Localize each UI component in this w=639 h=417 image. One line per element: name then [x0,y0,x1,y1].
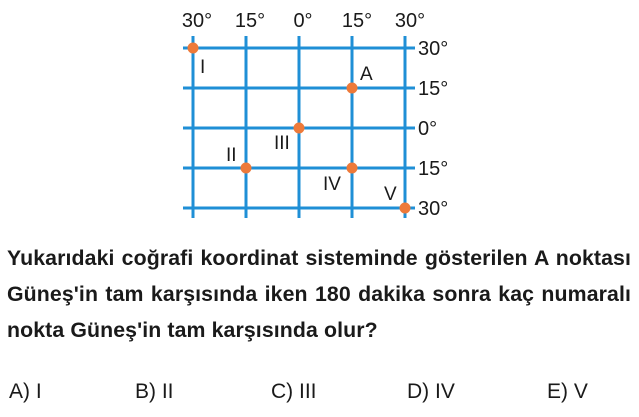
point-label-V: V [384,184,397,205]
top-label-1: 30° [181,10,213,32]
option-a[interactable]: A) I [9,380,42,403]
answer-options [0,372,639,412]
question-text: Yukarıdaki coğrafi koordinat sisteminde gösterilen A noktası Güneş'in tam karşısında iken 180 dakika sonra kaç numaralı nokta Güneş'in tam karşısında olur? [7,246,631,342]
option-b[interactable]: B) II [135,380,174,403]
point-marker-III [294,123,305,134]
top-label-5: 30° [394,10,426,32]
point-marker-I [188,43,199,54]
point-marker-A [347,83,358,94]
point-label-A: A [360,64,373,85]
point-marker-V [400,203,411,214]
right-label-1: 30° [418,38,449,60]
top-label-4: 15° [341,10,373,32]
top-label-2: 15° [234,10,266,32]
point-label-I: I [200,57,206,78]
point-marker-IV [347,163,358,174]
option-c[interactable]: C) III [271,380,317,403]
right-label-2: 15° [418,78,449,100]
point-marker-II [241,163,252,174]
point-label-III: III [274,133,290,154]
right-latitude-labels [418,38,448,220]
point-label-IV: IV [323,174,341,195]
option-d[interactable]: D) IV [407,380,455,403]
top-longitude-labels [182,10,425,32]
right-label-4: 15° [418,158,449,180]
option-e[interactable]: E) V [547,380,588,403]
point-label-II: II [226,145,237,166]
top-label-3: 0° [293,10,313,32]
right-label-5: 30° [418,198,449,220]
right-label-3: 0° [418,118,438,140]
